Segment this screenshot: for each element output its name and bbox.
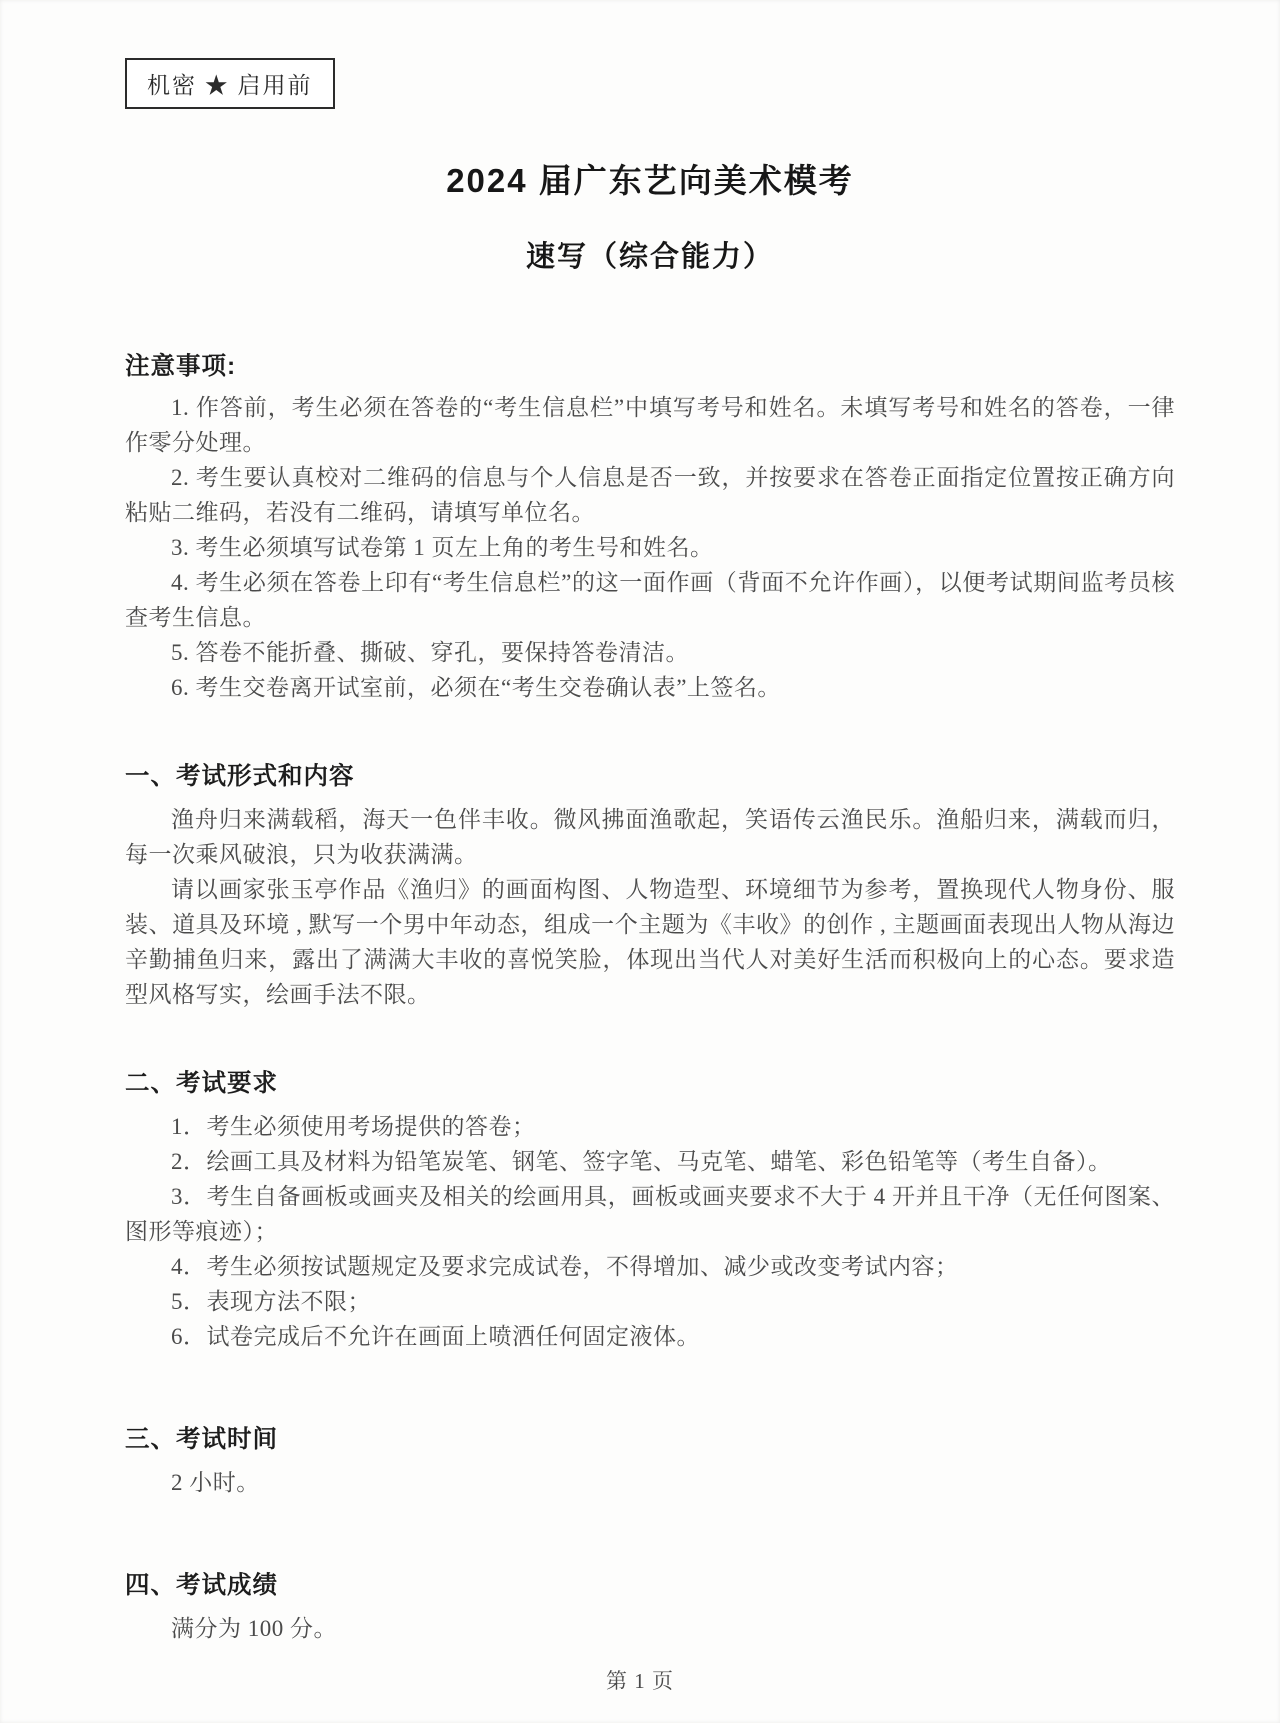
requirement-item: 4．考生必须按试题规定及要求完成试卷，不得增加、减少或改变考试内容； bbox=[171, 1254, 959, 1279]
notice-item: 6. 考生交卷离开试室前，必须在“考生交卷确认表”上签名。 bbox=[171, 675, 781, 700]
page-title: 2024 届广东艺向美术模考 bbox=[446, 162, 854, 199]
notice-item: 5. 答卷不能折叠、撕破、穿孔，要保持答卷清洁。 bbox=[171, 640, 689, 665]
section-exam-time bbox=[125, 1420, 1175, 1500]
requirement-item: 1．考生必须使用考场提供的答卷； bbox=[171, 1114, 536, 1139]
section-one-paragraph: 渔舟归来满载稻，海天一色伴丰收。微风拂面渔歌起，笑语传云渔民乐。渔船归来，满载而归，每一次乘风破浪，只为收获满满。 bbox=[125, 807, 1175, 867]
section-one-paragraph: 请以画家张玉亭作品《渔归》的画面构图、人物造型、环境细节为参考，置换现代人物身份、服装、道具及环境 , 默写一个男中年动态，组成一个主题为《丰收》的创作 , 主题画面表现出人物从海边辛勤捕鱼归来，露出了满满大丰收的喜悦笑脸，体现出当代人对美好生活而积极向上的心态。要求造型风格写实，绘画手法不限。 bbox=[125, 877, 1175, 1007]
section-four-heading: 四、考试成绩 bbox=[125, 1572, 278, 1599]
section-exam-requirements bbox=[125, 1064, 1175, 1354]
requirement-item: 6．试卷完成后不允许在画面上喷洒任何固定液体。 bbox=[171, 1324, 700, 1349]
confidential-label: 机密 ★ 启用前 bbox=[147, 73, 313, 98]
section-one-heading: 一、考试形式和内容 bbox=[125, 763, 355, 790]
section-three-heading: 三、考试时间 bbox=[125, 1426, 278, 1453]
page-subtitle: 速写（综合能力） bbox=[525, 241, 774, 273]
confidential-stamp bbox=[125, 58, 335, 109]
requirement-item: 2．绘画工具及材料为铅笔炭笔、钢笔、签字笔、马克笔、蜡笔、彩色铅笔等（考生自备）。 bbox=[171, 1149, 1112, 1174]
exam-score-value: 满分为 100 分。 bbox=[171, 1616, 337, 1641]
section-two-heading: 二、考试要求 bbox=[125, 1070, 278, 1097]
notice-item: 4. 考生必须在答卷上印有“考生信息栏”的这一面作画（背面不允许作画），以便考试期间监考员核查考生信息。 bbox=[125, 570, 1175, 630]
notice-heading: 注意事项: bbox=[125, 353, 237, 380]
notice-item: 1. 作答前，考生必须在答卷的“考生信息栏”中填写考号和姓名。未填写考号和姓名的答卷，一律作零分处理。 bbox=[125, 395, 1175, 455]
notice-item: 3. 考生必须填写试卷第 1 页左上角的考生号和姓名。 bbox=[171, 535, 714, 560]
section-exam-score bbox=[125, 1566, 1175, 1646]
page-number: 第 1 页 bbox=[606, 1669, 674, 1693]
section-exam-form-content bbox=[125, 757, 1175, 1012]
document-body bbox=[125, 347, 1175, 1646]
exam-time-value: 2 小时。 bbox=[171, 1470, 260, 1495]
requirement-item: 3．考生自备画板或画夹及相关的绘画用具，画板或画夹要求不大于 4 开并且干净（无任何图案、图形等痕迹）； bbox=[125, 1184, 1175, 1244]
requirement-item: 5．表现方法不限； bbox=[171, 1289, 371, 1314]
notice-item: 2. 考生要认真校对二维码的信息与个人信息是否一致，并按要求在答卷正面指定位置按正确方向粘贴二维码，若没有二维码，请填写单位名。 bbox=[125, 465, 1175, 525]
notice-section bbox=[125, 347, 1175, 705]
